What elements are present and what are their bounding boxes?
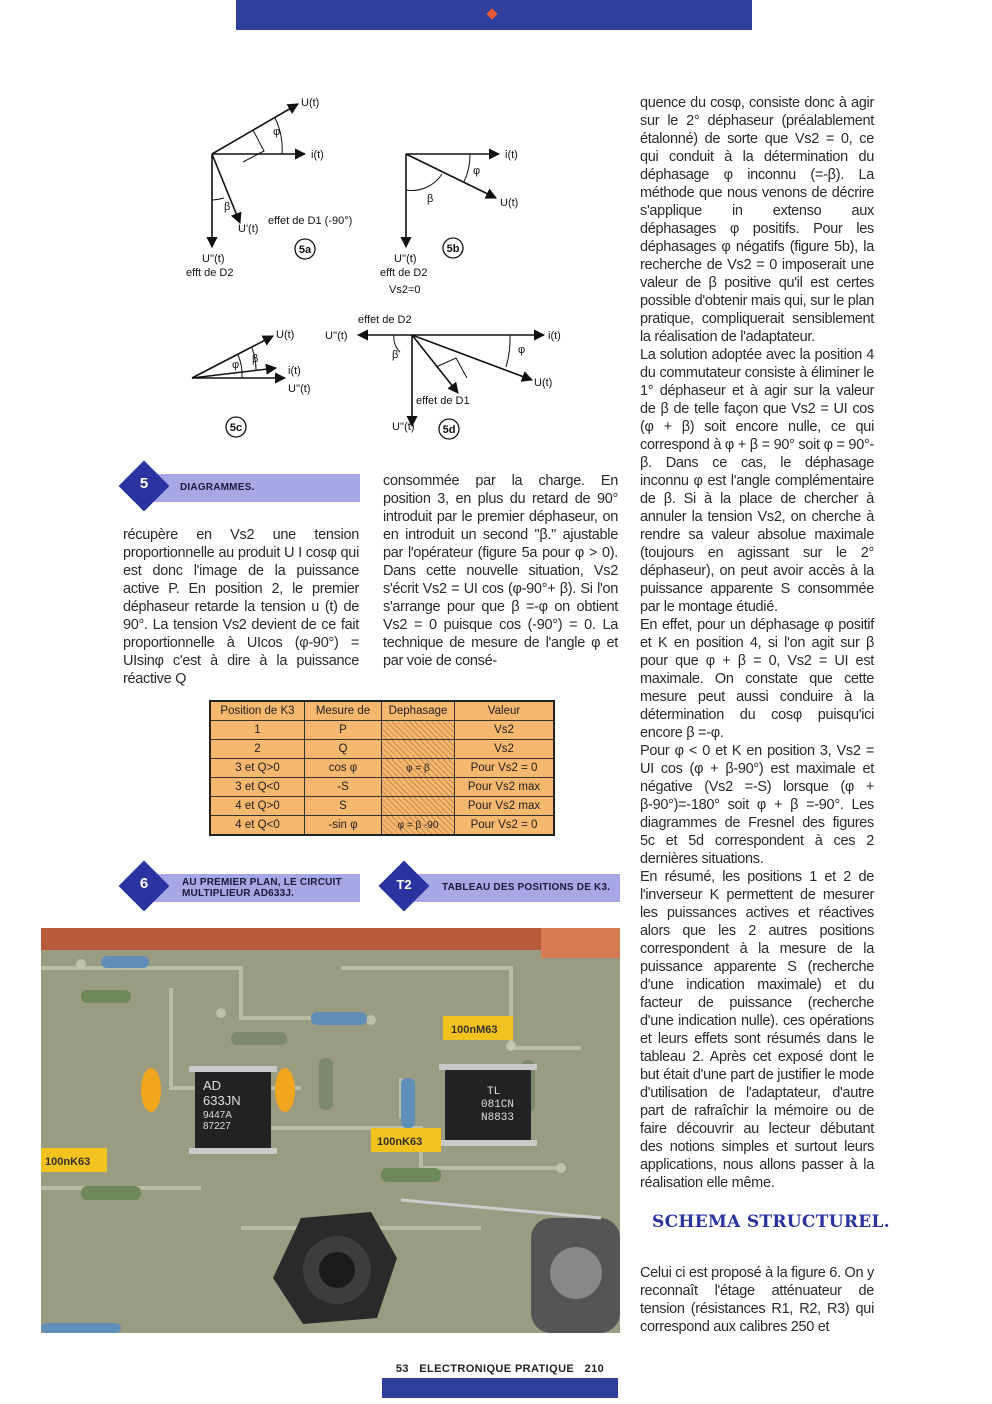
column-1-text (123, 526, 359, 688)
label-d1-5d: effet de D1 (416, 395, 470, 407)
label-d2-5a: efft de D2 (186, 267, 234, 279)
top-banner (236, 0, 752, 30)
figure-5-diagrams (180, 90, 580, 450)
diamond-icon (486, 8, 497, 19)
paragraph: En effet, pour un déphasage φ positif et K en position 4, si l'on agit sur β pour que φ + β = 0, Vs2 = UI est maximale. On constate que cette mesure peut aussi conduire à la détermination du cosφ puisqu'ici encore β =-φ. (640, 617, 874, 741)
svg-text:87227: 87227 (203, 1121, 231, 1132)
paragraph: Pour φ < 0 et K en position 3, Vs2 = UI cos (φ + β-90°) est maximale et négative (Vs2 =-S) lorsque (φ + β-90°)=-180° soit φ + β =-90°. Les diagrammes de Fresnel des figures 5c et 5d correspondent à ces 2 dernières situations. (640, 743, 874, 867)
fig-5a-tag: 5a (298, 244, 312, 256)
label-beta-5b: β (427, 193, 434, 205)
label-d2-5b: efft de D2 (380, 267, 428, 279)
label-d2-5d: effet de D2 (358, 314, 412, 326)
svg-text:633JN: 633JN (203, 1093, 241, 1108)
svg-text:100nK63: 100nK63 (377, 1136, 423, 1148)
paragraph: consommée par la charge. En position 3, en plus du retard de 90° introduit par le premier déphaseur, on en introduit un second "β." ajustable par l'opérateur (figure 5a pour φ > 0). Dans cette nouvelle situation, Vs2 s'écrit Vs2 = UI cos (φ-90°+ β). Si l'on s'arrange pour que β =-φ on obtient Vs2 = 0 puisque cos (-90°) = 0. La technique de mesure de l'angle φ et par voie de consé- (383, 473, 618, 669)
page-number: 53 (395, 1363, 409, 1375)
column-3-text (640, 94, 874, 1192)
label-d1-5a: effet de D1 (-90°) (268, 215, 353, 227)
label-upp-5b: U''(t) (394, 253, 417, 265)
label-beta-5d: β (392, 349, 399, 361)
issue-number: 210 (584, 1363, 605, 1375)
svg-text:100nK63: 100nK63 (45, 1156, 91, 1168)
table-header: Dephasage (382, 701, 455, 721)
fig-5c-tag: 5c (229, 422, 243, 434)
footer-text (382, 1363, 618, 1375)
label-i-5b: i(t) (505, 149, 518, 161)
label-phi-5b: φ (473, 165, 481, 177)
vector-u (212, 104, 298, 154)
table-row: 3 et Q>0 cos φ φ = β Pour Vs2 = 0 (210, 759, 554, 778)
label-beta-5c: β (252, 353, 259, 365)
paragraph: récupère en Vs2 une tension proportionnelle au produit U I cosφ qui est donc l'image de la puissance active P. En position 2, le premier déphaseur retarde la tension u (t) de 90°. La tension Vs2 devient de ce fait proportionnelle à UIcos (φ-90°) = UIsinφ c'est à dire à la puissance réactive Q (123, 527, 359, 687)
label-upp-5c: U''(t) (288, 383, 311, 395)
label-i-5d: i(t) (548, 330, 561, 342)
fig-5b-tag: 5b (446, 243, 460, 255)
circuit-board-photo (41, 928, 620, 1333)
caption-number: T2 (396, 877, 412, 892)
label-vs-5b: Vs2=0 (389, 284, 421, 296)
label-phi-5d: φ (518, 344, 526, 356)
svg-text:N8833: N8833 (481, 1112, 515, 1124)
caption-figure-5 (124, 470, 360, 504)
caption-text: DIAGRAMMES. (180, 482, 255, 493)
table-row: 3 et Q<0 -S Pour Vs2 max (210, 778, 554, 797)
table-header: Mesure de (305, 701, 382, 721)
magazine-name: ELECTRONIQUE PRATIQUE (419, 1363, 575, 1375)
table-row: 2 Q Vs2 (210, 740, 554, 759)
svg-text:9447A: 9447A (203, 1110, 232, 1121)
caption-number: 6 (139, 875, 149, 892)
svg-text:081CN: 081CN (481, 1099, 515, 1111)
caption-text: TABLEAU DES POSITIONS DE K3. (442, 882, 611, 893)
table-row: 4 et Q<0 -sin φ φ = β -90 Pour Vs2 = 0 (210, 816, 554, 836)
svg-text:TL: TL (487, 1086, 501, 1098)
caption-text: AU PREMIER PLAN, LE CIRCUIT MULTIPLIEUR AD633J. (182, 877, 342, 899)
paragraph: quence du cosφ, consiste donc à agir sur le 2° déphaseur (préalablement étalonné) de sorte que Vs2 = 0, ce qui conduit à la détermination du déphasage φ inconnu (=-β). La méthode que nous venons de décrire s'applique in extenso aux déphasages φ positifs. Pour les déphasages φ négatifs (figure 5b), la recherche de Vs2 = 0 imposerait une valeur de β positive qu'il est certes possible d'obtenir mais qui, sur le plan pratique, compliquerait sensiblement la réalisation de l'adaptateur. (640, 95, 874, 345)
table-row: 4 et Q>0 S Pour Vs2 max (210, 797, 554, 816)
table-header: Valeur (455, 701, 555, 721)
table-k3-positions (209, 700, 555, 836)
page-footer (382, 1363, 618, 1398)
label-phi-5c: φ (232, 359, 240, 371)
label-u-5a: U(t) (301, 97, 320, 109)
caption-number: 5 (139, 475, 149, 492)
label-u-5c: U(t) (276, 329, 295, 341)
column-3-bottom-text (640, 1264, 874, 1336)
label-up-5a: U'(t) (238, 223, 259, 235)
paragraph: Celui ci est proposé à la figure 6. On y reconnaît l'étage atténuateur de tension (résistances R1, R2, R3) qui correspond aux calibres 250 et (640, 1265, 874, 1335)
svg-text:AD: AD (203, 1078, 222, 1093)
label-phi-5a: φ (273, 126, 281, 138)
label-up-5d: U''(t) (325, 330, 348, 342)
label-u-5b: U(t) (500, 197, 519, 209)
column-2-text (383, 472, 618, 670)
fig-5d-tag: 5d (442, 424, 456, 436)
caption-figure-6 (124, 870, 360, 904)
label-u-5d: U(t) (534, 377, 553, 389)
table-header: Position de K3 (210, 701, 305, 721)
label-upp-5d: U''(t) (392, 421, 415, 433)
paragraph: La solution adoptée avec la position 4 du commutateur consiste à éliminer le 1° déphaseur et à agir sur la valeur de β de telle façon que Vs2 = UI cos (φ + β) soit encore nulle, ce qui correspond à φ + β = 90° soit φ = 90°-β. Dans ce cas, le déphasage inconnu φ est l'angle complémentaire de β. Si à la place de chercher à annuler la tension Vs2, on cherche à rendre sa valeur absolue maximale (toujours en agissant sur le 2° déphaseur), on peut avoir accès à la puissance apparente S consommée par le montage étudié. (640, 347, 874, 615)
footer-bar (382, 1378, 618, 1398)
svg-text:100nM63: 100nM63 (451, 1024, 498, 1036)
label-i-5a: i(t) (311, 149, 324, 161)
label-upp-5a: U''(t) (202, 253, 225, 265)
table-row: 1 P Vs2 (210, 721, 554, 740)
section-heading: SCHEMA STRUCTUREL. (652, 1212, 890, 1232)
label-beta-5a: β (224, 201, 231, 213)
label-i-5c: i(t) (288, 365, 301, 377)
paragraph: En résumé, les positions 1 et 2 de l'inverseur K permettent de mesurer les puissances actives et réactives alors que les 2 autres positions correspondent à la mesure de la puissance apparente S (recherche d'une indication maximale) et du facteur de puissance (recherche d'une indication nulle). ces opérations et leurs effets sont résumés dans le tableau 2. Après cet exposé dont le but était d'une part de justifier le mode d'utilisation de l'adaptateur, d'autre part de rafraîchir la mémoire ou de faire découvrir au lecteur débutant des notions simples et surtout leurs applications, nous allons passer à la réalisation elle même. (640, 869, 874, 1191)
caption-table-2 (384, 870, 620, 904)
